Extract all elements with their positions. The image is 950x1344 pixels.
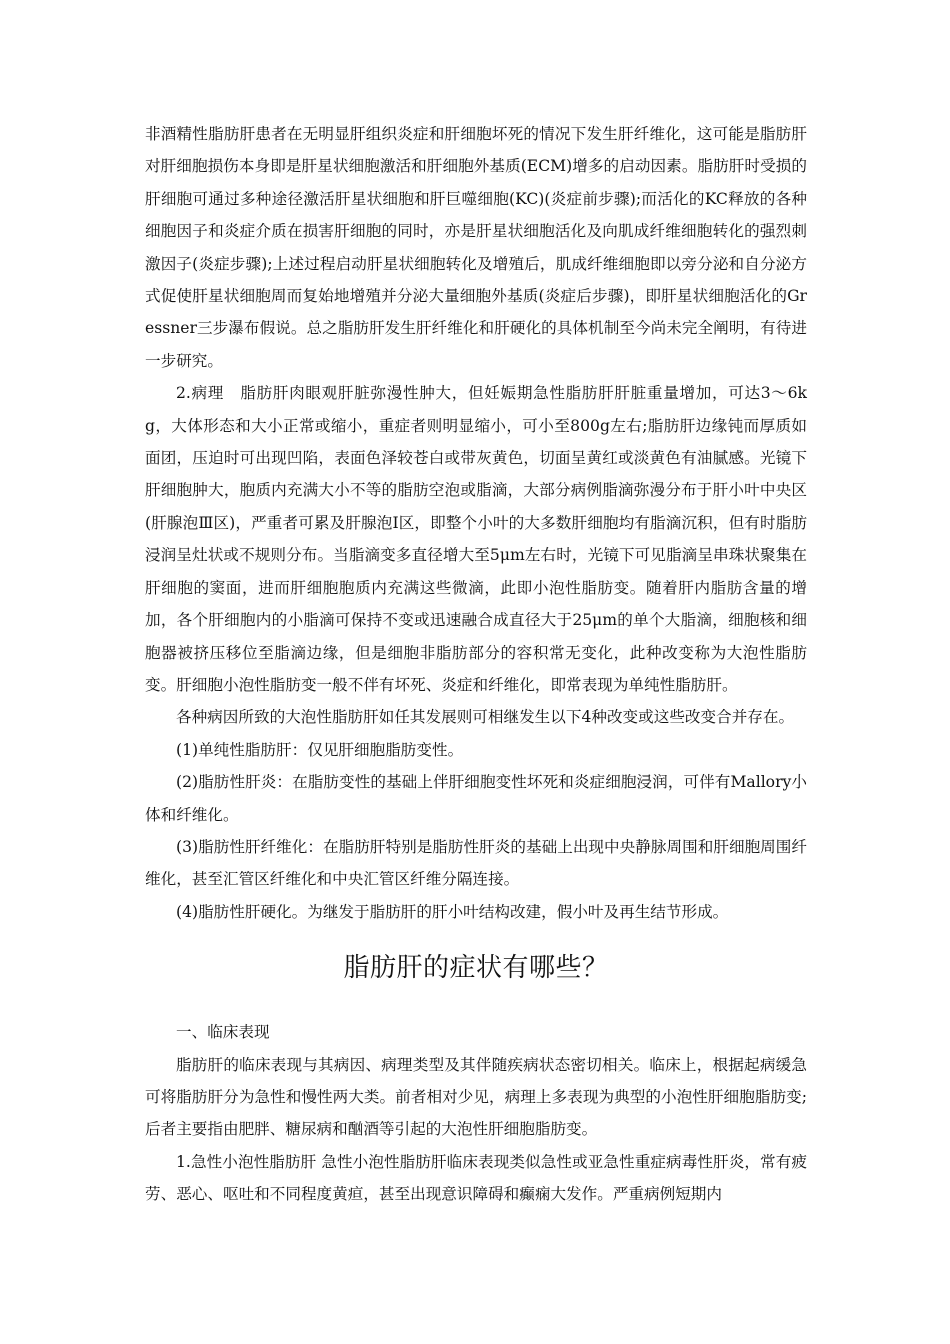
paragraph-acute-microvesicular: 1.急性小泡性脂肪肝 急性小泡性脂肪肝临床表现类似急性或亚急性重症病毒性肝炎，常有疲劳、恶心、呕吐和不同程度黄疸，甚至出现意识障碍和癫痫大发作。严重病例短期内 xyxy=(145,1152,807,1204)
list-item-fatty-cirrhosis: (4)脂肪性肝硬化。为继发于脂肪肝的肝小叶结构改建，假小叶及再生结节形成。 xyxy=(176,902,729,921)
paragraph-fibrosis-mechanism: 非酒精性脂肪肝患者在无明显肝组织炎症和肝细胞坏死的情况下发生肝纤维化，这可能是脂肪肝对肝细胞损伤本身即是肝星状细胞激活和肝细胞外基质(ECM)增多的启动因素。脂肪肝时受损的肝细胞可通过多种途径激活肝星状细胞和肝巨噬细胞(KC)(炎症前步骤);而活化的KC释放的各种细胞因子和炎症介质在损害肝细胞的同时，亦是肝星状细胞活化及向肌成纤维细胞转化的强烈刺激因子(炎症步骤);上述过程启动肝星状细胞转化及增殖后，肌成纤维细胞即以旁分泌和自分泌方式促使肝星状细胞周而复始地增殖并分泌大量细胞外基质(炎症后步骤)，即肝星状细胞活化的Gressner三步瀑布假说。总之脂肪肝发生肝纤维化和肝硬化的具体机制至今尚未完全阐明，有待进一步研究。 xyxy=(145,125,807,370)
list-item-fatty-liver-fibrosis: (3)脂肪性肝纤维化：在脂肪肝特别是脂肪性肝炎的基础上出现中央静脉周围和肝细胞周围纤维化，甚至汇管区纤维化和中央汇管区纤维分隔连接。 xyxy=(145,837,807,889)
subheading-clinical-manifestations: 一、临床表现 xyxy=(176,1023,270,1042)
paragraph-four-changes-intro: 各种病因所致的大泡性脂肪肝如任其发展则可相继发生以下4种改变或这些改变合并存在。 xyxy=(176,708,795,727)
section-heading: 脂肪肝的症状有哪些？ xyxy=(343,953,609,984)
paragraph-pathology: 2.病理 脂肪肝肉眼观肝脏弥漫性肿大，但妊娠期急性脂肪肝肝脏重量增加，可达3～6kg，大体形态和大小正常或缩小，重症者则明显缩小，可小至800g左右;脂肪肝边缘钝而厚质如面团，压迫时可出现凹陷，表面色泽较苍白或带灰黄色，切面呈黄红或淡黄色有油腻感。光镜下肝细胞肿大，胞质内充满大小不等的脂肪空泡或脂滴，大部分病例脂滴弥漫分布于肝小叶中央区(肝腺泡Ⅲ区)，严重者可累及肝腺泡Ⅰ区，即整个小叶的大多数肝细胞均有脂滴沉积，但有时脂肪浸润呈灶状或不规则分布。当脂滴变多直径增大至5μm左右时，光镜下可见脂滴呈串珠状聚集在肝细胞的窦面，进而肝细胞胞质内充满这些微滴，此即小泡性脂肪变。随着肝内脂肪含量的增加，各个肝细胞内的小脂滴可保持不变或迅速融合成直径大于25μm的单个大脂滴，细胞核和细胞器被挤压移位至脂滴边缘，但是细胞非脂肪部分的容积常无变化，此种改变称为大泡性脂肪变。肝细胞小泡性脂肪变一般不伴有坏死、炎症和纤维化，即常表现为单纯性脂肪肝。 xyxy=(145,384,807,694)
paragraph-clinical-overview: 脂肪肝的临床表现与其病因、病理类型及其伴随疾病状态密切相关。临床上，根据起病缓急可将脂肪肝分为急性和慢性两大类。前者相对少见，病理上多表现为典型的小泡性肝细胞脂肪变;后者主要指由肥胖、糖尿病和酗酒等引起的大泡性肝细胞脂肪变。 xyxy=(145,1055,807,1139)
list-item-simple-fatty-liver: (1)单纯性脂肪肝：仅见肝细胞脂肪变性。 xyxy=(176,740,464,759)
list-item-steatohepatitis: (2)脂肪性肝炎：在脂肪变性的基础上伴肝细胞变性坏死和炎症细胞浸润，可伴有Mallory小体和纤维化。 xyxy=(145,773,807,824)
document-body xyxy=(145,118,807,1211)
